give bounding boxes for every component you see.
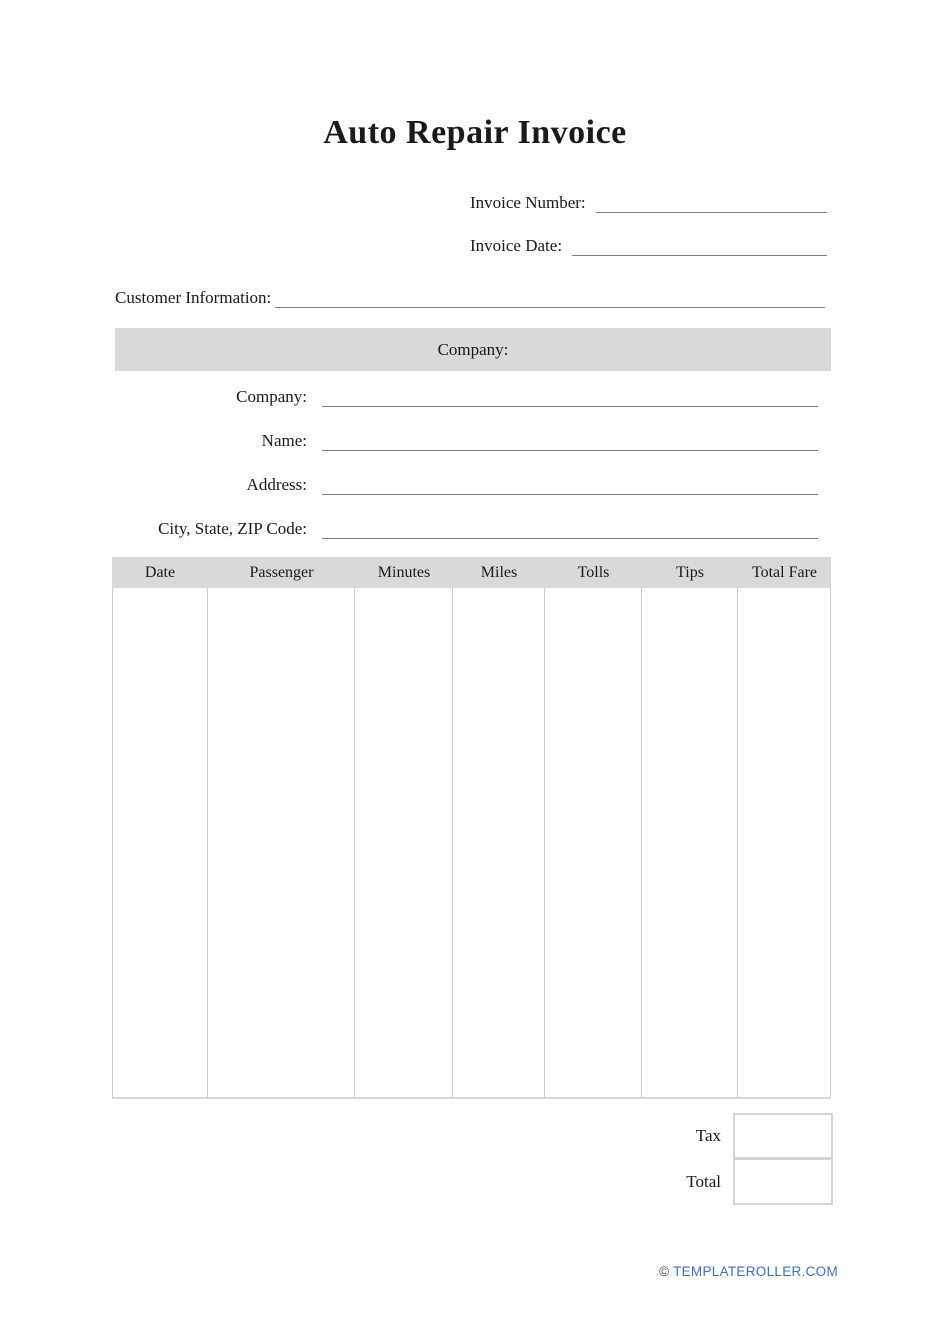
customer-information-input[interactable] xyxy=(275,288,825,308)
customer-information-label: Customer Information: xyxy=(115,288,272,308)
table-column-total-fare[interactable] xyxy=(738,588,831,1097)
invoice-number-input[interactable] xyxy=(596,193,827,213)
fare-table-header xyxy=(112,557,831,588)
totals-section xyxy=(115,1113,833,1205)
total-label: Total xyxy=(686,1172,721,1191)
table-column-tips[interactable] xyxy=(642,588,738,1097)
tax-value-box[interactable] xyxy=(733,1113,833,1159)
total-row xyxy=(115,1159,833,1205)
table-header-tolls: Tolls xyxy=(577,564,610,581)
fare-table xyxy=(112,557,831,1099)
invoice-date-row xyxy=(470,213,827,256)
name-field-label: Name: xyxy=(261,431,307,451)
city-state-zip-field-row xyxy=(115,495,818,539)
invoice-date-input[interactable] xyxy=(572,236,827,256)
invoice-date-label: Invoice Date: xyxy=(470,236,563,256)
table-header-tips: Tips xyxy=(676,564,704,581)
table-header-date: Date xyxy=(144,564,176,581)
footer xyxy=(659,1264,838,1279)
table-header-minutes: Minutes xyxy=(377,564,431,581)
address-field-input[interactable] xyxy=(322,475,818,495)
invoice-meta-section xyxy=(470,170,827,256)
templateroller-link[interactable]: TEMPLATEROLLER.COM xyxy=(673,1264,838,1279)
company-field-row xyxy=(115,363,818,407)
company-field-input[interactable] xyxy=(322,387,818,407)
name-field-row xyxy=(115,407,818,451)
table-column-tolls[interactable] xyxy=(545,588,642,1097)
table-column-date[interactable] xyxy=(112,588,208,1097)
page-title: Auto Repair Invoice xyxy=(323,114,627,151)
copyright-symbol: © xyxy=(659,1264,670,1279)
customer-information-row xyxy=(115,272,825,308)
tax-label: Tax xyxy=(695,1126,721,1145)
name-field-input[interactable] xyxy=(322,431,818,451)
table-column-passenger[interactable] xyxy=(208,588,355,1097)
invoice-number-label: Invoice Number: xyxy=(470,193,586,213)
table-header-passenger: Passenger xyxy=(249,564,314,581)
table-column-miles[interactable] xyxy=(453,588,545,1097)
company-fields-section xyxy=(115,363,818,539)
address-field-label: Address: xyxy=(246,475,307,495)
fare-table-body xyxy=(112,588,831,1099)
company-field-label: Company: xyxy=(236,387,307,407)
table-column-minutes[interactable] xyxy=(355,588,453,1097)
invoice-number-row xyxy=(470,170,827,213)
city-state-zip-field-label: City, State, ZIP Code: xyxy=(158,519,307,539)
total-value-box[interactable] xyxy=(733,1158,833,1205)
address-field-row xyxy=(115,451,818,495)
company-section-title: Company: xyxy=(437,340,509,359)
table-header-total-fare: Total Fare xyxy=(751,564,818,581)
table-header-miles: Miles xyxy=(480,564,518,581)
city-state-zip-field-input[interactable] xyxy=(322,519,818,539)
tax-row xyxy=(115,1113,833,1159)
